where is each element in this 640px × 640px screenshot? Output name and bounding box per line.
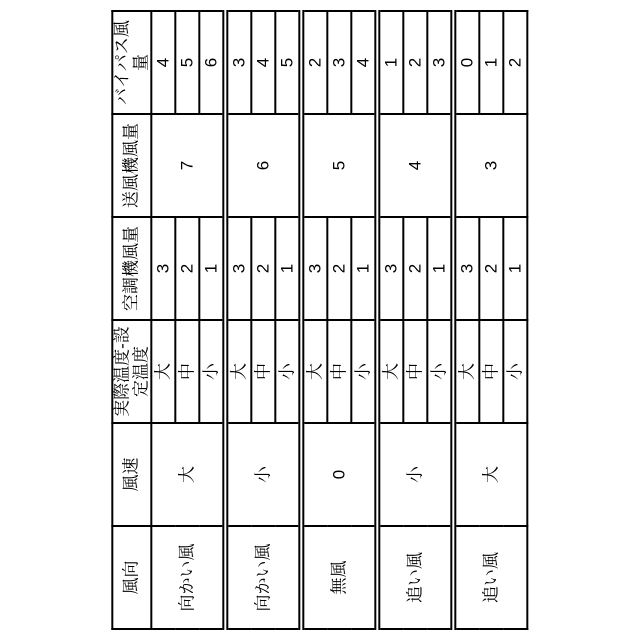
rotated-table-container xyxy=(111,10,528,630)
cell-ac-airflow: 1 xyxy=(504,217,528,320)
cell-bypass-airflow: 6 xyxy=(200,11,226,114)
cell-wind-speed: 0 xyxy=(302,423,378,526)
cell-bypass-airflow: 0 xyxy=(454,11,480,114)
cell-wind-direction: 向かい風 xyxy=(152,526,226,629)
table-row xyxy=(454,11,480,629)
cell-wind-speed: 大 xyxy=(152,423,226,526)
col-header-temp-diff: 実際温度-設定温度 xyxy=(112,320,151,423)
hvac-control-table xyxy=(111,10,528,630)
cell-ac-airflow: 1 xyxy=(352,217,378,320)
cell-bypass-airflow: 3 xyxy=(428,11,454,114)
cell-temp-diff: 大 xyxy=(454,320,480,423)
cell-temp-diff: 小 xyxy=(428,320,454,423)
cell-ac-airflow: 1 xyxy=(276,217,302,320)
cell-fan-airflow: 5 xyxy=(302,114,378,217)
cell-temp-diff: 中 xyxy=(328,320,352,423)
cell-temp-diff: 中 xyxy=(176,320,200,423)
cell-bypass-airflow: 3 xyxy=(226,11,252,114)
table-row xyxy=(152,11,176,629)
cell-bypass-airflow: 5 xyxy=(176,11,200,114)
cell-wind-speed: 大 xyxy=(454,423,528,526)
cell-ac-airflow: 2 xyxy=(480,217,504,320)
cell-bypass-airflow: 2 xyxy=(404,11,428,114)
cell-temp-diff: 中 xyxy=(404,320,428,423)
cell-wind-direction: 追い風 xyxy=(378,526,454,629)
cell-fan-airflow: 7 xyxy=(152,114,226,217)
table-row xyxy=(302,11,328,629)
cell-temp-diff: 大 xyxy=(378,320,404,423)
cell-ac-airflow: 3 xyxy=(302,217,328,320)
cell-fan-airflow: 3 xyxy=(454,114,528,217)
cell-temp-diff: 小 xyxy=(276,320,302,423)
cell-wind-direction: 追い風 xyxy=(454,526,528,629)
col-header-wind-direction: 風向 xyxy=(112,526,151,629)
cell-fan-airflow: 4 xyxy=(378,114,454,217)
cell-wind-speed: 小 xyxy=(378,423,454,526)
col-header-bypass-airflow: バイパス風量 xyxy=(112,11,151,114)
cell-bypass-airflow: 2 xyxy=(302,11,328,114)
cell-wind-direction: 向かい風 xyxy=(226,526,302,629)
cell-ac-airflow: 3 xyxy=(454,217,480,320)
cell-wind-speed: 小 xyxy=(226,423,302,526)
cell-bypass-airflow: 4 xyxy=(252,11,276,114)
cell-bypass-airflow: 5 xyxy=(276,11,302,114)
cell-temp-diff: 大 xyxy=(302,320,328,423)
cell-ac-airflow: 1 xyxy=(428,217,454,320)
cell-ac-airflow: 3 xyxy=(226,217,252,320)
cell-bypass-airflow: 4 xyxy=(352,11,378,114)
col-header-fan-airflow: 送風機風量 xyxy=(112,114,151,217)
cell-ac-airflow: 2 xyxy=(176,217,200,320)
cell-ac-airflow: 3 xyxy=(152,217,176,320)
col-header-ac-airflow: 空調機風量 xyxy=(112,217,151,320)
cell-ac-airflow: 3 xyxy=(378,217,404,320)
cell-ac-airflow: 2 xyxy=(252,217,276,320)
table-row xyxy=(378,11,404,629)
cell-ac-airflow: 1 xyxy=(200,217,226,320)
col-header-wind-speed: 風速 xyxy=(112,423,151,526)
cell-temp-diff: 中 xyxy=(480,320,504,423)
cell-temp-diff: 小 xyxy=(504,320,528,423)
cell-bypass-airflow: 2 xyxy=(504,11,528,114)
cell-bypass-airflow: 1 xyxy=(480,11,504,114)
cell-fan-airflow: 6 xyxy=(226,114,302,217)
cell-temp-diff: 中 xyxy=(252,320,276,423)
header-row xyxy=(112,11,151,629)
cell-ac-airflow: 2 xyxy=(328,217,352,320)
cell-temp-diff: 大 xyxy=(226,320,252,423)
cell-wind-direction: 無風 xyxy=(302,526,378,629)
cell-bypass-airflow: 3 xyxy=(328,11,352,114)
cell-temp-diff: 小 xyxy=(200,320,226,423)
cell-bypass-airflow: 4 xyxy=(152,11,176,114)
cell-bypass-airflow: 1 xyxy=(378,11,404,114)
cell-ac-airflow: 2 xyxy=(404,217,428,320)
cell-temp-diff: 大 xyxy=(152,320,176,423)
table-row xyxy=(226,11,252,629)
cell-temp-diff: 小 xyxy=(352,320,378,423)
